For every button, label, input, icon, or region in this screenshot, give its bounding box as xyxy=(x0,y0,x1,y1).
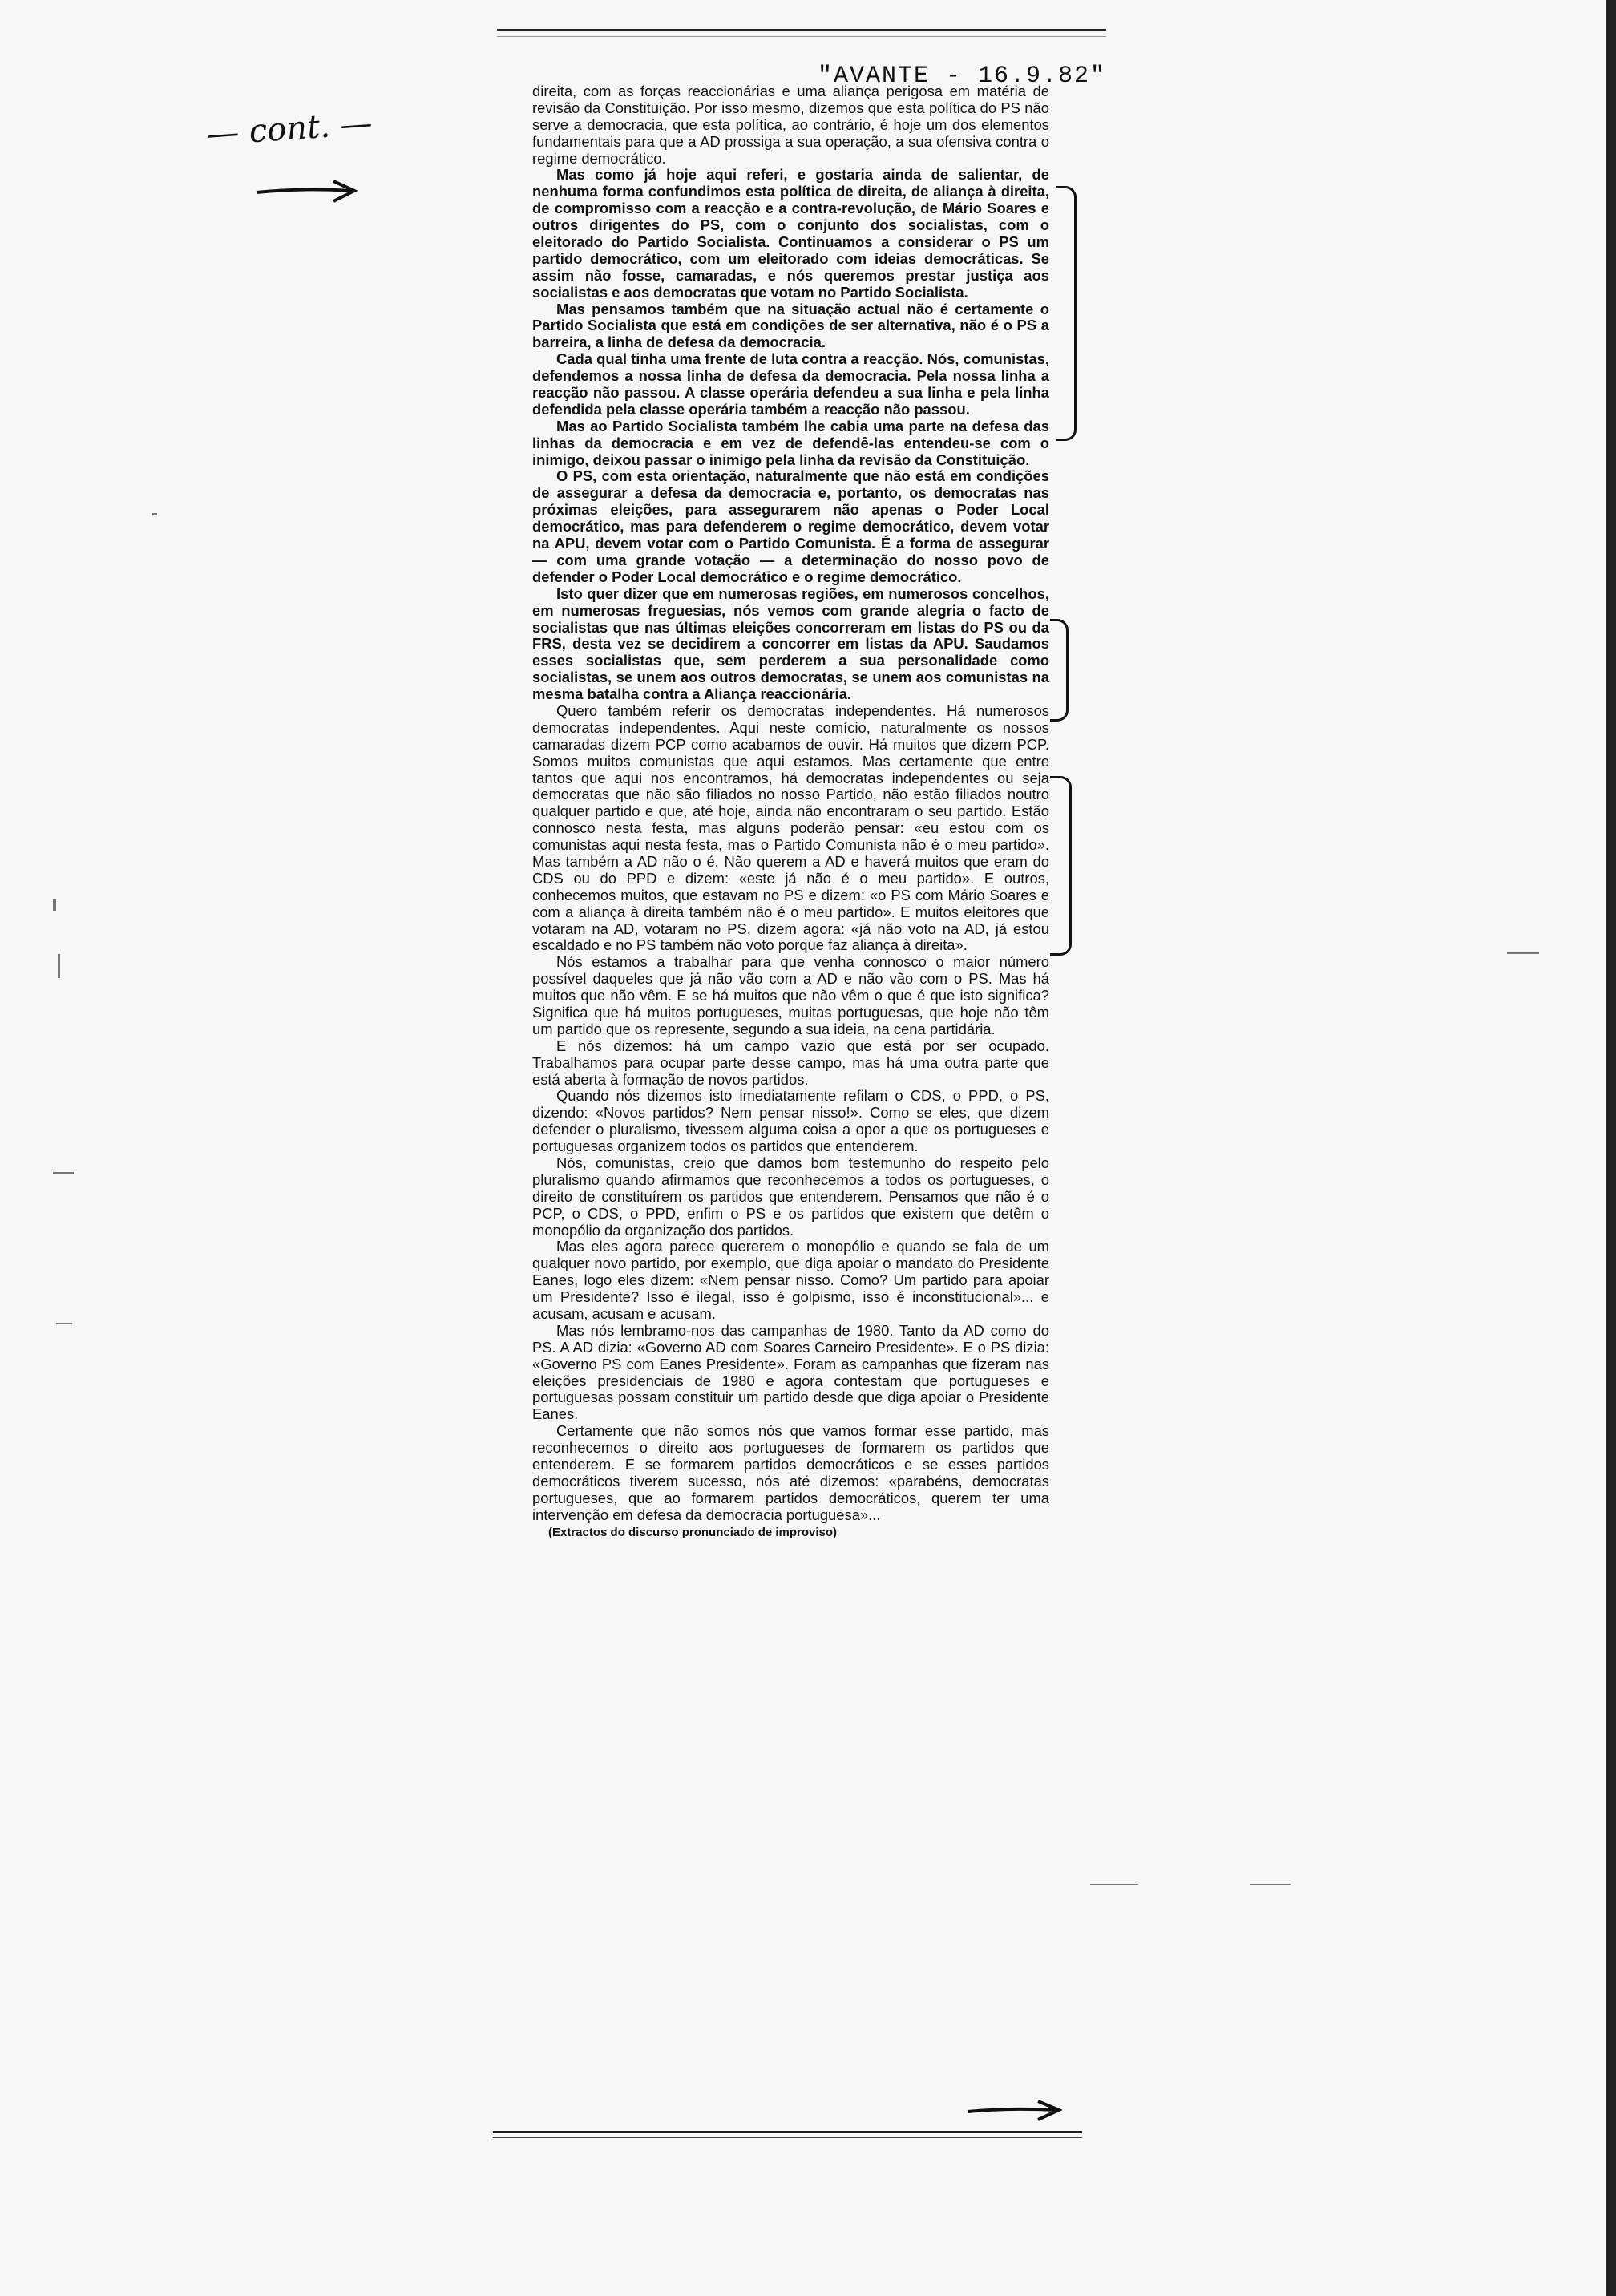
paragraph-bold: Isto quer dizer que em numerosas regiões, em numerosos concelhos, em numerosas freguesias, nós vemos com grande alegria o facto de socialistas que nas últimas eleições concorreram em listas do PS ou da FRS, desta vez se decidirem a concorrer em listas da APU. Saudamos esses socialistas que, sem perderem a sua personalidade como socialistas, se unem aos outros democratas, se unem aos comunistas na mesma batalha contra a Aliança reaccionária. xyxy=(532,584,1049,703)
paragraph-bold: Mas como já hoje aqui referi, e gostaria ainda de salientar, de nenhuma forma confundimos esta política de direita, de aliança à direita, de compromisso com a reacção e a contra-revolução, de Mário Soares e outros dirigentes do PS, com o conjunto dos socialistas, com o eleitorado do Partido Socialista. Continuamos a considerar o PS um partido democrático, com um eleitorado com ideias democráticas. Se assim não fosse, camaradas, e nós queremos prestar justiça aos socialistas e aos democratas que votam no Partido Socialista. xyxy=(532,166,1049,301)
paragraph: Certamente que não somos nós que vamos formar esse partido, mas reconhecemos o direito aos portugueses de formarem os partidos que entenderem. E se formarem partidos democráticos e se esses partidos democráticos tiverem sucesso, nós até dizemos: «parabéns, democratas portugueses, que ao formarem partidos democráticos, querem ter uma intervenção em defesa da democracia portuguesa»... xyxy=(532,1422,1049,1523)
paragraph: Quero também referir os democratas independentes. Há numerosos democratas independentes. Aqui neste comício, naturalmente os nossos camaradas dizem PCP como acabamos de ouvir. Há muitos que dizem PCP. Somos muitos comunistas que aqui estamos. Mas certamente que entre tantos que aqui nos encontramos, há democratas independentes ou seja democratas que não são filiados no nosso Partido, não estão filiados noutro qualquer partido e que, até hoje, ainda não encontraram o seu partido. Estão connosco nesta festa, mas alguns poderão pensar: «eu estou com os comunistas aqui nesta festa, mas o Partido Comunista não é o meu partido». Mas também a AD não o é. Não querem a AD e haverá muitos que eram do CDS ou do PPD e dizem: «este já não é o meu partido». E outros, conhecemos muitos, que estavam no PS e dizem: «o PS com Mário Soares e com a aliança à direita também não é o meu partido». E muitos eleitores que votaram na AD, votaram no PS, dizem agora: «já não voto na AD, já estou escaldado e no PS também não voto porque faz aliança à direita». xyxy=(532,701,1049,954)
scan-mark xyxy=(58,954,60,978)
margin-bracket-3 xyxy=(1050,776,1072,956)
paragraph: Mas nós lembramo-nos das campanhas de 1980. Tanto da AD como do PS. A AD dizia: «Governo AD com Soares Carneiro Presidente». E o PS dizia: «Governo PS com Eanes Presidente». Foram as campanhas que fizeram nas eleições presidenciais de 1980 e agora contestam que portugueses e portuguesas possam constituir um partido desde que diga apoiar o Presidente Eanes. xyxy=(532,1321,1049,1423)
bottom-rule-thin xyxy=(493,2137,1082,2138)
handwritten-continuation-note: — cont. — xyxy=(205,104,374,154)
paragraph: direita, com as forças reaccionárias e uma aliança perigosa em matéria de revisão da Constituição. Por isso mesmo, dizemos que esta política do PS não serve a democracia, que esta política, ao contrário, é hoje um dos elementos fundamentais para que a AD prossiga a sua operação, a sua ofensiva contra o regime democrático. xyxy=(532,83,1049,167)
paragraph-bold: Mas pensamos também que na situação actual não é certamente o Partido Socialista que está em condições de ser alternativa, não é o PS a barreira, a linha de defesa da democracia. xyxy=(532,300,1049,351)
article-body xyxy=(532,83,1049,1539)
bottom-rule xyxy=(493,2131,1082,2133)
handwritten-arrow-icon xyxy=(255,175,359,207)
scan-mark xyxy=(1507,952,1539,954)
paragraph-bold: Cada qual tinha uma frente de luta contra a reacção. Nós, comunistas, defendemos a nossa linha de defesa da democracia. Pela nossa linha a reacção não passou. A classe operária defendeu a sua linha e pela linha defendida pela classe operária também a reacção não passou. xyxy=(532,350,1049,418)
source-note: "AVANTE - 16.9.82" xyxy=(817,63,1106,90)
scan-mark xyxy=(53,899,56,911)
top-rule-thin xyxy=(497,36,1106,37)
scan-mark xyxy=(53,1172,74,1174)
top-rule xyxy=(497,29,1106,31)
paragraph: Nós estamos a trabalhar para que venha connosco o maior número possível daqueles que já não vão com a AD e não vão com o PS. Mas há muitos que não vêm. E se há muitos que não vêm o que é que isto significa? Significa que há muitos portugueses, muitas portuguesas, que hoje não têm um partido que os represente, segundo a sua ideia, na cena partidária. xyxy=(532,953,1049,1037)
handwritten-arrow-icon xyxy=(966,2096,1062,2124)
scan-mark xyxy=(152,513,157,515)
paragraph-bold: Mas ao Partido Socialista também lhe cabia uma parte na defesa das linhas da democracia e em vez de defendê-las entendeu-se com o inimigo, deixou passar o inimigo pela linha da revisão da Constituição. xyxy=(532,417,1049,468)
paragraph: E nós dizemos: há um campo vazio que está por ser ocupado. Trabalhamos para ocupar parte desse campo, mas há uma outra parte que está aberta à formação de novos partidos. xyxy=(532,1037,1049,1088)
scan-mark xyxy=(1250,1884,1291,1885)
scan-edge xyxy=(1606,0,1616,2296)
paragraph: Quando nós dizemos isto imediatamente refilam o CDS, o PPD, o PS, dizendo: «Novos partidos? Nem pensar nisso!». Como se eles, que dizem defender o pluralismo, tivessem alguma coisa a opor a que os portugueses e portuguesas organizem todos os partidos que entenderem. xyxy=(532,1087,1049,1155)
margin-bracket-1 xyxy=(1056,186,1077,441)
margin-bracket-2 xyxy=(1050,619,1069,722)
paragraph: Nós, comunistas, creio que damos bom testemunho do respeito pelo pluralismo quando afirmamos que reconhecemos a todos os portugueses, o direito de constituírem os partidos que entenderem. Pensamos que não é o PCP, o CDS, o PPD, enfim o PS e os partidos que existem que detêm o monopólio da organização dos partidos. xyxy=(532,1154,1049,1239)
paragraph: Mas eles agora parece quererem o monopólio e quando se fala de um qualquer novo partido, por exemplo, que diga apoiar o mandato do Presidente Eanes, logo eles dizem: «Nem pensar nisso. Como? Um partido para apoiar um Presidente? Isso é ilegal, isso é golpismo, isso é inconstitucional»... e acusam, acusam e acusam. xyxy=(532,1238,1049,1323)
paragraph-bold: O PS, com esta orientação, naturalmente que não está em condições de assegurar a defesa da democracia e, portanto, os democratas nas próximas eleições, para assegurarem não apenas o Poder Local democrático, mas para defenderem o regime democrático, devem votar na APU, devem votar com o Partido Comunista. É a forma de assegurar — com uma grande votação — a determinação do nosso povo de defender o Poder Local democrático e o regime democrático. xyxy=(532,467,1049,585)
scan-mark xyxy=(56,1323,72,1324)
closing-note: (Extractos do discurso pronunciado de improviso) xyxy=(548,1525,838,1539)
scan-mark xyxy=(1090,1884,1138,1885)
